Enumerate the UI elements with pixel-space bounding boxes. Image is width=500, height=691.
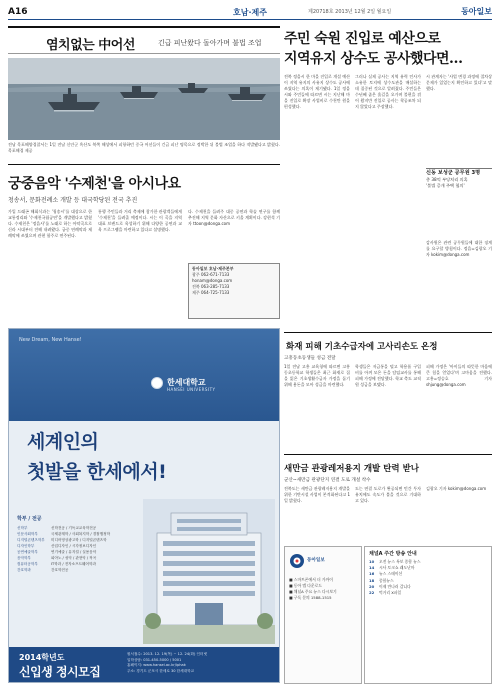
issue-info: 제20718호 2013년 12월 2일 월요일 (308, 9, 392, 15)
saemangeum-subhead: 군산~새만금 관광단지 연결 도로 개설 착수 (284, 478, 371, 483)
section-title: 호남·제주 (233, 8, 267, 17)
info-row: 제주 064-725-7133 (192, 290, 230, 295)
tv-time: 18 (369, 577, 375, 583)
admission-banner (9, 647, 280, 683)
page-header (8, 6, 492, 20)
court-music-story (8, 164, 280, 322)
photo-caption: 전남 목포해양경찰서는 1일 전남 신안군 흑산도 북쪽 해상에서 피항하던 중국 어선들이 긴급 피난 명목으로 정박한 뒤 불법 조업을 하다 적발됐다고 밝혔다. 목포해경 제공 (8, 142, 280, 153)
program-name: 디지털콘텐츠학부 (17, 538, 45, 542)
program-detail: 미디어영상광고학 / 디지털콘텐츠학 (51, 538, 107, 542)
tv-row (369, 590, 489, 596)
admission-year: 2014학년도 (19, 653, 65, 662)
program-list-header: 학부 / 전공 (17, 516, 42, 522)
university-name: 한세대학교 (167, 378, 206, 387)
tv-listing (369, 559, 489, 596)
tv-program: 오전 뉴스 특보 종합 뉴스 (379, 559, 421, 564)
saemangeum-story (284, 454, 492, 542)
promo-box (284, 546, 362, 684)
ad-title-line-1: 세계인의 (27, 431, 99, 453)
court-headline: 궁중음악 '수제천'을 아시나요 (8, 176, 181, 192)
contact-row: 입학상담: 031-450-5000 / 5001 (127, 657, 182, 662)
program-detail: IT학과 / 전자소프트웨어학과 (51, 562, 96, 566)
program-name: 디자인학부 (17, 544, 35, 548)
donation-story (284, 332, 492, 450)
donation-column-3: 피해 가정은 '아이들의 따뜻한 마음에 큰 힘을 얻었다'며 고마움을 전했다. 고흥=정승호 기자 shjung@donga.com (426, 364, 492, 387)
program-name: 공연예술학부 (17, 550, 38, 554)
ad-title-line-2: 첫발을 한세에서! (27, 461, 167, 483)
info-row: 광주 062-671-7133 (192, 272, 230, 277)
program-name: 인문사회학부 (17, 532, 38, 536)
program-name: 컴퓨터공학부 (17, 562, 38, 566)
university-logo-icon (151, 377, 163, 389)
related-story-title: 신동 보성군 공무원 3명 (426, 170, 481, 176)
tv-time: 20 (369, 583, 375, 589)
ships-at-sea-image (8, 58, 280, 140)
program-detail: 신학전공 / 기독교교육학전공 (51, 526, 97, 530)
university-name-en: HANSEI UNIVERSITY (167, 387, 216, 392)
court-column-3: 다. 수제천을 들려주 대중 공연과 학술 연구를 함께 추진해 지역 문화 자산으로 키울 계획이다. 강현석 기자 ttoon@donga.com (188, 209, 280, 226)
news-photo (8, 58, 280, 140)
university-advertisement (8, 328, 280, 683)
donation-subhead: 고흥동초등생들 성금 전달 (284, 356, 336, 361)
contact-row: 홈페이지: www.hansei.ac.kr/iphak (127, 663, 186, 667)
promo-list (289, 577, 359, 601)
main-column-3-continued: 감사원은 관련 공무원들에 대한 징계를 요구할 방침이다. 정읍=김광오 기자 kokim@donga.com (426, 240, 492, 257)
saemangeum-column-2: 도는 연결 도로가 완공되면 민간 투자 유치에도 속도가 붙을 것으로 기대하고 있다. (355, 486, 421, 503)
building-illustration (143, 499, 275, 644)
program-detail: 피아노 / 성악 / 관현악 / 작곡 (51, 556, 97, 560)
page-number: A16 (8, 7, 28, 17)
tv-listing-box (364, 546, 492, 684)
saemangeum-column-3: 김광오 기자 kokim@donga.com (426, 486, 487, 491)
promo-row: ■ 스마트폰에서 더 가까이 (289, 577, 333, 582)
court-subhead: 청송서, 문화전례소 개발 등 대국학당된 전국 추진 (8, 197, 138, 204)
saemangeum-column-1: 전북도는 새만금 관광레저용지 개발을 위한 기반시설 사업이 본격화된다고 1일 밝혔다. (284, 486, 350, 503)
info-row: honam@donga.com (192, 278, 233, 283)
program-detail: 국제관계학 / 사회복지학 / 경찰행정학 (51, 532, 111, 536)
photo-subheadline: 긴급 피난왔다 돌아가며 불법 조업 (158, 39, 262, 47)
program-list (17, 515, 137, 645)
promo-row: ■ 동아 앱 다운로드 (289, 583, 322, 588)
court-column-1: 가입 드래곤 해회식과는 '청송시'를 대상으로 한 교통정리와 '수제천국립공연'을 개발했다고 밝혔다. 수제천은 '정읍사'를 노래로 하는 아악곡으로 신라 시대부터 전해 내려왔다. 궁중 연례악과 제례악에 쓰였으며 관현 합주로 연주된다. (8, 209, 92, 238)
tv-program: 종합뉴스 (379, 577, 394, 583)
program-name: 음악학부 (17, 556, 31, 560)
ad-banner (9, 329, 280, 421)
masthead: 동아일보 (461, 6, 492, 16)
tv-time: 14 (369, 565, 375, 571)
ad-slogan: New Dream, New Hanse! (19, 337, 82, 343)
campus-building-image (143, 499, 275, 644)
program-name: 간호학과 (17, 568, 31, 572)
bureau-info-box (188, 263, 280, 319)
tv-time: 16 (369, 571, 375, 577)
tv-time: 22 (369, 590, 375, 596)
program-detail: 산업디자인 / 시각정보디자인 (51, 544, 97, 548)
tv-program: 뉴스 스테이션 (379, 571, 403, 577)
photo-headline-bar (8, 26, 280, 54)
promo-name: 동아일보 (307, 558, 325, 563)
donation-headline: 화재 피해 기초수급자에 고사리손도 온정 (286, 342, 438, 352)
tv-time: 10 (369, 559, 375, 564)
main-story (284, 26, 492, 328)
promo-row: ■ 채널A 주요 뉴스 다시보기 (289, 589, 337, 594)
admission-title: 신입생 정시모집 (19, 665, 101, 679)
tv-program: 시사 토크쇼 쾌도난마 (379, 565, 415, 571)
tv-program: 먹거리 X파일 (379, 590, 402, 596)
main-column-2: 그러나 실제 공사는 지역 유력 인사가 소유한 토지에 상수도관을 매설하는 데 집중된 것으로 알려졌다. 주민들은 수년째 좁은 흙길을 오가며 불편을 겪어 왔지만 진입로 공사는 착공조차 되지 않았다고 주장했다. (355, 74, 421, 109)
related-story-subtitle: 총 38억 부당처리 의혹 (426, 177, 468, 182)
tv-program: 이제 만나러 갑니다 (379, 583, 411, 589)
program-name: 신학부 (17, 526, 28, 530)
channel-logo-icon (289, 553, 305, 569)
main-headline-line-2: 지역유지 상수도 공사했다면… (284, 51, 463, 67)
info-row: 동아일보 호남·제주본부 (192, 266, 234, 271)
photo-headline: 염치없는 中어선 (46, 38, 135, 53)
program-row (17, 567, 137, 573)
donation-column-2: 학생들은 저금통을 털고 학용품 구입비를 아껴 모은 돈을 담임교사를 통해 피해 가정에 전달했다. 학교 측도 교직원 성금을 보탰다. (355, 364, 421, 387)
main-column-1: 전북 정읍시 한 마을 진입로 개설 예산이 지역 유지의 사유지 상수도 공사에 쓰였다는 의혹이 제기됐다. 1일 정읍시와 주민들에 따르면 시는 지난해 마을 진입로 확장 사업비로 수천만 원을 편성했다. (284, 74, 350, 109)
donation-column-1: 1일 전남 고흥 교육청에 따르면 고흥동초등학교 학생들은 최근 화재로 집을 잃은 기초생활수급자 가정을 돕기 위해 용돈을 모아 성금을 마련했다. (284, 364, 350, 387)
tv-listing-title: 채널A 주간 방송 안내 (369, 551, 417, 557)
saemangeum-headline: 새만금 관광레저용지 개발 탄력 받나 (284, 464, 420, 474)
main-headline-line-1: 주민 숙원 진입로 예산으로 (284, 31, 441, 47)
program-detail: 연기예술 / 뮤지컬 / 실용음악 (51, 550, 97, 554)
program-detail: 간호학전공 (51, 568, 69, 572)
photo-story (8, 26, 280, 154)
contact-row: 주소: 경기도 군포시 한세로 30 한세대학교 (127, 668, 195, 673)
main-column-3: 시 관계자는 '사업 변경 과정에 절차상 문제가 있었는지 확인하고 있다'고 말했다. (426, 74, 492, 91)
admission-contact (127, 652, 277, 674)
related-story-subtitle: '불법 증개 주택 협의' (426, 183, 465, 188)
court-column-2: 통행 주민들과 거리 축제에 참가한 관광객들에게 '수제천'을 들려줄 예정이다. 시는 이 곡을 지역 대표 브랜드로 육성하기 위해 다양한 공연과 교육 프로그램을 마련하고 있다고 설명했다. (98, 209, 182, 232)
promo-row: ■ 구독 문의 1588-1515 (289, 595, 332, 600)
contact-row: 원서접수: 2013. 12. 19(목) ~ 12. 24(화) 인터넷 (127, 652, 207, 656)
related-story-box (426, 168, 492, 238)
info-row: 전북 063-285-7133 (192, 284, 230, 289)
